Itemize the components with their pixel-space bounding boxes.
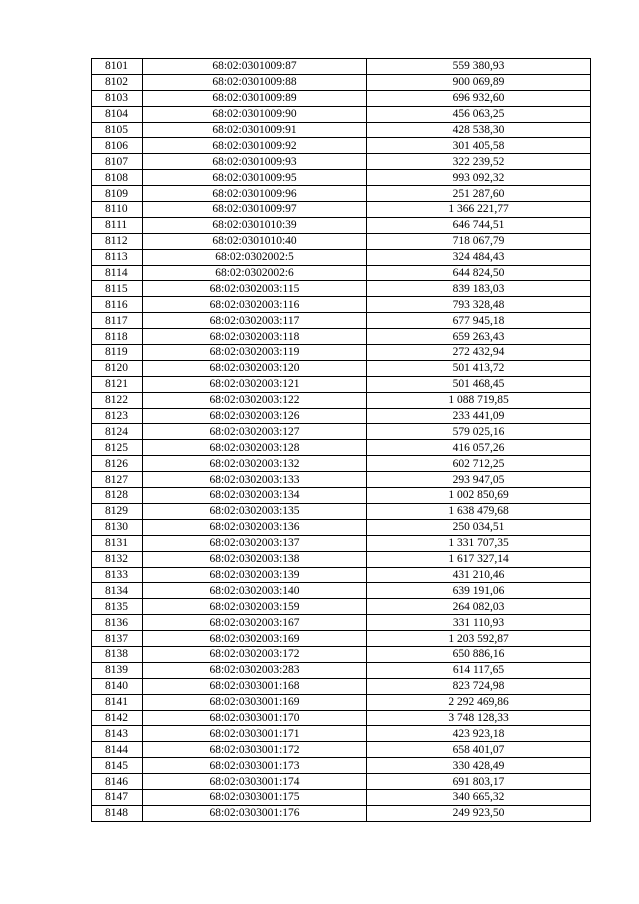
row-number-cell: 8103 xyxy=(92,90,143,106)
cadastral-value-cell: 646 744,51 xyxy=(367,217,591,233)
cadastral-value-cell: 644 824,50 xyxy=(367,265,591,281)
cadastral-value-table xyxy=(91,58,591,822)
cadastral-value-cell: 839 183,03 xyxy=(367,281,591,297)
table-row xyxy=(92,233,591,249)
row-number-cell: 8113 xyxy=(92,249,143,265)
row-number-cell: 8130 xyxy=(92,519,143,535)
cadastral-value-cell: 250 034,51 xyxy=(367,519,591,535)
row-number-cell: 8147 xyxy=(92,789,143,805)
cadastral-value-cell: 416 057,26 xyxy=(367,440,591,456)
cadastral-value-cell: 1 203 592,87 xyxy=(367,631,591,647)
table-row xyxy=(92,694,591,710)
cadastral-value-cell: 696 932,60 xyxy=(367,90,591,106)
cadastral-number-cell: 68:02:0302003:169 xyxy=(143,631,367,647)
row-number-cell: 8140 xyxy=(92,678,143,694)
row-number-cell: 8101 xyxy=(92,59,143,75)
row-number-cell: 8111 xyxy=(92,217,143,233)
table-row xyxy=(92,265,591,281)
table-row xyxy=(92,758,591,774)
cadastral-value-cell: 602 712,25 xyxy=(367,456,591,472)
row-number-cell: 8115 xyxy=(92,281,143,297)
cadastral-value-cell: 3 748 128,33 xyxy=(367,710,591,726)
cadastral-value-cell: 1 366 221,77 xyxy=(367,202,591,218)
cadastral-value-cell: 431 210,46 xyxy=(367,567,591,583)
cadastral-number-cell: 68:02:0301009:95 xyxy=(143,170,367,186)
row-number-cell: 8102 xyxy=(92,74,143,90)
cadastral-number-cell: 68:02:0302003:128 xyxy=(143,440,367,456)
cadastral-number-cell: 68:02:0302003:136 xyxy=(143,519,367,535)
cadastral-number-cell: 68:02:0303001:174 xyxy=(143,774,367,790)
cadastral-number-cell: 68:02:0302003:121 xyxy=(143,376,367,392)
row-number-cell: 8117 xyxy=(92,313,143,329)
table-row xyxy=(92,503,591,519)
row-number-cell: 8109 xyxy=(92,186,143,202)
table-row xyxy=(92,106,591,122)
table-row xyxy=(92,535,591,551)
cadastral-value-cell: 900 069,89 xyxy=(367,74,591,90)
cadastral-number-cell: 68:02:0301009:87 xyxy=(143,59,367,75)
row-number-cell: 8146 xyxy=(92,774,143,790)
row-number-cell: 8141 xyxy=(92,694,143,710)
cadastral-value-cell: 993 092,32 xyxy=(367,170,591,186)
row-number-cell: 8107 xyxy=(92,154,143,170)
table-row xyxy=(92,615,591,631)
row-number-cell: 8127 xyxy=(92,472,143,488)
cadastral-number-cell: 68:02:0303001:169 xyxy=(143,694,367,710)
cadastral-number-cell: 68:02:0302003:126 xyxy=(143,408,367,424)
cadastral-value-cell: 650 886,16 xyxy=(367,646,591,662)
cadastral-value-cell: 324 484,43 xyxy=(367,249,591,265)
table-row xyxy=(92,519,591,535)
row-number-cell: 8110 xyxy=(92,202,143,218)
table-row xyxy=(92,678,591,694)
table-row xyxy=(92,281,591,297)
row-number-cell: 8126 xyxy=(92,456,143,472)
cadastral-number-cell: 68:02:0302002:6 xyxy=(143,265,367,281)
table-row xyxy=(92,631,591,647)
cadastral-value-cell: 639 191,06 xyxy=(367,583,591,599)
cadastral-value-cell: 272 432,94 xyxy=(367,345,591,361)
table-row xyxy=(92,551,591,567)
row-number-cell: 8122 xyxy=(92,392,143,408)
cadastral-number-cell: 68:02:0303001:173 xyxy=(143,758,367,774)
table-row xyxy=(92,154,591,170)
row-number-cell: 8119 xyxy=(92,345,143,361)
row-number-cell: 8108 xyxy=(92,170,143,186)
cadastral-value-cell: 249 923,50 xyxy=(367,805,591,821)
cadastral-value-cell: 428 538,30 xyxy=(367,122,591,138)
cadastral-number-cell: 68:02:0303001:176 xyxy=(143,805,367,821)
cadastral-value-cell: 823 724,98 xyxy=(367,678,591,694)
table-row xyxy=(92,488,591,504)
row-number-cell: 8135 xyxy=(92,599,143,615)
cadastral-number-cell: 68:02:0301009:91 xyxy=(143,122,367,138)
cadastral-value-cell: 579 025,16 xyxy=(367,424,591,440)
table-row xyxy=(92,440,591,456)
row-number-cell: 8104 xyxy=(92,106,143,122)
table-row xyxy=(92,90,591,106)
table-body xyxy=(92,59,591,822)
table-row xyxy=(92,472,591,488)
cadastral-value-cell: 251 287,60 xyxy=(367,186,591,202)
cadastral-number-cell: 68:02:0302003:119 xyxy=(143,345,367,361)
row-number-cell: 8120 xyxy=(92,360,143,376)
cadastral-value-cell: 718 067,79 xyxy=(367,233,591,249)
table-row xyxy=(92,710,591,726)
cadastral-value-cell: 658 401,07 xyxy=(367,742,591,758)
table-row xyxy=(92,789,591,805)
table-row xyxy=(92,360,591,376)
cadastral-value-cell: 2 292 469,86 xyxy=(367,694,591,710)
cadastral-number-cell: 68:02:0301009:92 xyxy=(143,138,367,154)
cadastral-number-cell: 68:02:0302003:117 xyxy=(143,313,367,329)
cadastral-value-cell: 659 263,43 xyxy=(367,329,591,345)
table-row xyxy=(92,583,591,599)
cadastral-number-cell: 68:02:0302003:138 xyxy=(143,551,367,567)
cadastral-number-cell: 68:02:0303001:170 xyxy=(143,710,367,726)
cadastral-value-cell: 322 239,52 xyxy=(367,154,591,170)
table-row xyxy=(92,567,591,583)
cadastral-value-cell: 501 468,45 xyxy=(367,376,591,392)
cadastral-value-cell: 1 638 479,68 xyxy=(367,503,591,519)
cadastral-value-cell: 677 945,18 xyxy=(367,313,591,329)
cadastral-value-cell: 1 617 327,14 xyxy=(367,551,591,567)
cadastral-value-cell: 1 002 850,69 xyxy=(367,488,591,504)
row-number-cell: 8116 xyxy=(92,297,143,313)
cadastral-number-cell: 68:02:0303001:175 xyxy=(143,789,367,805)
cadastral-value-cell: 691 803,17 xyxy=(367,774,591,790)
cadastral-number-cell: 68:02:0302003:135 xyxy=(143,503,367,519)
table-row xyxy=(92,170,591,186)
row-number-cell: 8106 xyxy=(92,138,143,154)
cadastral-number-cell: 68:02:0301009:97 xyxy=(143,202,367,218)
table-row xyxy=(92,662,591,678)
cadastral-number-cell: 68:02:0302002:5 xyxy=(143,249,367,265)
table-row xyxy=(92,313,591,329)
cadastral-value-cell: 793 328,48 xyxy=(367,297,591,313)
cadastral-number-cell: 68:02:0301009:89 xyxy=(143,90,367,106)
cadastral-value-cell: 264 082,03 xyxy=(367,599,591,615)
table-row xyxy=(92,345,591,361)
cadastral-value-cell: 330 428,49 xyxy=(367,758,591,774)
row-number-cell: 8142 xyxy=(92,710,143,726)
table-row xyxy=(92,297,591,313)
table-row xyxy=(92,456,591,472)
row-number-cell: 8112 xyxy=(92,233,143,249)
cadastral-value-cell: 456 063,25 xyxy=(367,106,591,122)
cadastral-number-cell: 68:02:0302003:134 xyxy=(143,488,367,504)
cadastral-value-cell: 301 405,58 xyxy=(367,138,591,154)
cadastral-number-cell: 68:02:0302003:116 xyxy=(143,297,367,313)
row-number-cell: 8114 xyxy=(92,265,143,281)
cadastral-number-cell: 68:02:0301009:96 xyxy=(143,186,367,202)
row-number-cell: 8121 xyxy=(92,376,143,392)
table-row xyxy=(92,376,591,392)
table-row xyxy=(92,392,591,408)
cadastral-number-cell: 68:02:0302003:132 xyxy=(143,456,367,472)
table-row xyxy=(92,122,591,138)
cadastral-number-cell: 68:02:0301009:88 xyxy=(143,74,367,90)
row-number-cell: 8145 xyxy=(92,758,143,774)
table-row xyxy=(92,249,591,265)
row-number-cell: 8143 xyxy=(92,726,143,742)
cadastral-number-cell: 68:02:0302003:120 xyxy=(143,360,367,376)
cadastral-number-cell: 68:02:0302003:140 xyxy=(143,583,367,599)
table-row xyxy=(92,774,591,790)
cadastral-value-cell: 501 413,72 xyxy=(367,360,591,376)
row-number-cell: 8132 xyxy=(92,551,143,567)
row-number-cell: 8131 xyxy=(92,535,143,551)
cadastral-number-cell: 68:02:0301010:39 xyxy=(143,217,367,233)
cadastral-number-cell: 68:02:0302003:159 xyxy=(143,599,367,615)
cadastral-value-cell: 340 665,32 xyxy=(367,789,591,805)
row-number-cell: 8136 xyxy=(92,615,143,631)
table-row xyxy=(92,74,591,90)
table-row xyxy=(92,217,591,233)
cadastral-number-cell: 68:02:0301009:90 xyxy=(143,106,367,122)
cadastral-number-cell: 68:02:0303001:171 xyxy=(143,726,367,742)
table-row xyxy=(92,202,591,218)
row-number-cell: 8138 xyxy=(92,646,143,662)
row-number-cell: 8139 xyxy=(92,662,143,678)
cadastral-number-cell: 68:02:0302003:137 xyxy=(143,535,367,551)
cadastral-number-cell: 68:02:0302003:133 xyxy=(143,472,367,488)
row-number-cell: 8133 xyxy=(92,567,143,583)
table-row xyxy=(92,59,591,75)
row-number-cell: 8128 xyxy=(92,488,143,504)
table-row xyxy=(92,424,591,440)
cadastral-value-cell: 614 117,65 xyxy=(367,662,591,678)
cadastral-value-cell: 293 947,05 xyxy=(367,472,591,488)
cadastral-value-cell: 1 331 707,35 xyxy=(367,535,591,551)
row-number-cell: 8124 xyxy=(92,424,143,440)
row-number-cell: 8129 xyxy=(92,503,143,519)
cadastral-number-cell: 68:02:0302003:115 xyxy=(143,281,367,297)
cadastral-number-cell: 68:02:0302003:127 xyxy=(143,424,367,440)
cadastral-value-cell: 331 110,93 xyxy=(367,615,591,631)
row-number-cell: 8148 xyxy=(92,805,143,821)
cadastral-number-cell: 68:02:0302003:283 xyxy=(143,662,367,678)
row-number-cell: 8105 xyxy=(92,122,143,138)
cadastral-number-cell: 68:02:0303001:172 xyxy=(143,742,367,758)
cadastral-value-cell: 423 923,18 xyxy=(367,726,591,742)
row-number-cell: 8144 xyxy=(92,742,143,758)
cadastral-value-cell: 1 088 719,85 xyxy=(367,392,591,408)
row-number-cell: 8137 xyxy=(92,631,143,647)
table-row xyxy=(92,329,591,345)
cadastral-value-cell: 233 441,09 xyxy=(367,408,591,424)
table-row xyxy=(92,805,591,821)
cadastral-number-cell: 68:02:0301010:40 xyxy=(143,233,367,249)
cadastral-number-cell: 68:02:0302003:122 xyxy=(143,392,367,408)
row-number-cell: 8125 xyxy=(92,440,143,456)
cadastral-number-cell: 68:02:0302003:172 xyxy=(143,646,367,662)
cadastral-number-cell: 68:02:0303001:168 xyxy=(143,678,367,694)
cadastral-number-cell: 68:02:0302003:167 xyxy=(143,615,367,631)
table-row xyxy=(92,599,591,615)
cadastral-number-cell: 68:02:0302003:139 xyxy=(143,567,367,583)
row-number-cell: 8118 xyxy=(92,329,143,345)
cadastral-value-cell: 559 380,93 xyxy=(367,59,591,75)
table-row xyxy=(92,186,591,202)
table-row xyxy=(92,726,591,742)
row-number-cell: 8123 xyxy=(92,408,143,424)
table-row xyxy=(92,646,591,662)
row-number-cell: 8134 xyxy=(92,583,143,599)
cadastral-number-cell: 68:02:0302003:118 xyxy=(143,329,367,345)
table-row xyxy=(92,742,591,758)
table-row xyxy=(92,408,591,424)
table-row xyxy=(92,138,591,154)
cadastral-number-cell: 68:02:0301009:93 xyxy=(143,154,367,170)
